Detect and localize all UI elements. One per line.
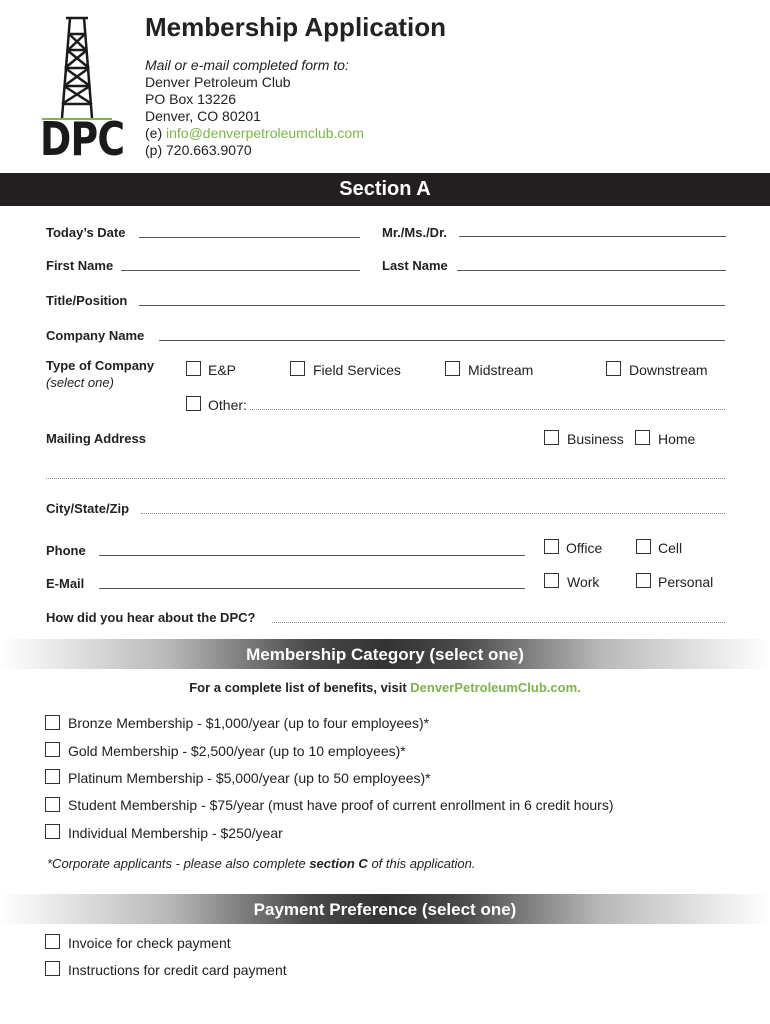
email-field[interactable] [99, 588, 525, 589]
option-invoice: Invoice for check payment [68, 935, 231, 951]
corporate-note [47, 856, 476, 871]
phone-field[interactable] [99, 555, 525, 556]
option-personal: Personal [658, 574, 714, 590]
checkbox-gold[interactable] [45, 742, 60, 757]
po-box: PO Box 13226 [145, 91, 237, 107]
benefits-link[interactable]: DenverPetroleumClub.com. [410, 680, 581, 695]
heard-about-field[interactable] [272, 622, 725, 623]
mailing-address-field[interactable] [46, 478, 725, 479]
title-position-field[interactable] [139, 305, 725, 306]
first-name-label: First Name [46, 258, 114, 273]
email-line [145, 125, 364, 142]
checkbox-individual[interactable] [45, 824, 60, 839]
heard-about-label: How did you hear about the DPC? [46, 610, 256, 625]
option-other: Other: [208, 397, 247, 413]
checkbox-credit-card[interactable] [45, 961, 60, 976]
note-suffix: of this application. [367, 856, 476, 871]
option-midstream: Midstream [468, 362, 534, 378]
option-work: Work [567, 574, 600, 590]
phone-label: Phone [46, 543, 86, 558]
checkbox-ep[interactable] [186, 361, 201, 376]
checkbox-home[interactable] [635, 430, 650, 445]
option-ep: E&P [208, 362, 237, 378]
phone-line: (p) 720.663.9070 [145, 142, 252, 158]
logo-text: DPC [40, 112, 125, 166]
salutation-field[interactable] [459, 236, 726, 237]
payment-title: Payment Preference (select one) [253, 900, 517, 919]
checkbox-business[interactable] [544, 430, 559, 445]
company-name-field[interactable] [159, 340, 725, 341]
city-state-zip-label: City/State/Zip [46, 501, 130, 516]
checkbox-platinum[interactable] [45, 769, 60, 784]
first-name-field[interactable] [121, 270, 360, 271]
option-home: Home [658, 431, 696, 447]
membership-title: Membership Category (select one) [246, 645, 524, 664]
todays-date-label: Today’s Date [46, 225, 126, 240]
select-one-hint: (select one) [46, 375, 114, 390]
option-business: Business [567, 431, 624, 447]
option-bronze: Bronze Membership - $1,000/year (up to four employees)* [68, 715, 430, 731]
benefits-line [0, 680, 770, 695]
option-credit-card: Instructions for credit card payment [68, 962, 287, 978]
note-bold: section C [309, 856, 368, 871]
option-individual: Individual Membership - $250/year [68, 825, 283, 841]
option-office: Office [566, 540, 603, 556]
checkbox-work[interactable] [544, 573, 559, 588]
option-student: Student Membership - $75/year (must have proof of current enrollment in 6 credit hours) [68, 797, 614, 813]
checkbox-field-services[interactable] [290, 361, 305, 376]
checkbox-office[interactable] [544, 539, 559, 554]
checkbox-cell[interactable] [636, 539, 651, 554]
checkbox-personal[interactable] [636, 573, 651, 588]
last-name-field[interactable] [457, 270, 726, 271]
benefits-prefix: For a complete list of benefits, visit [189, 680, 411, 695]
page-title: Membership Application [145, 12, 446, 42]
todays-date-field[interactable] [139, 237, 360, 238]
salutation-label: Mr./Ms./Dr. [382, 225, 448, 240]
option-platinum: Platinum Membership - $5,000/year (up to 50 employees)* [68, 770, 431, 786]
checkbox-bronze[interactable] [45, 715, 60, 730]
company-type-label: Type of Company [46, 358, 155, 373]
option-field-services: Field Services [313, 362, 401, 378]
email-link[interactable]: info@denverpetroleumclub.com [166, 125, 364, 141]
org-name: Denver Petroleum Club [145, 74, 291, 90]
derrick-logo-icon [40, 14, 114, 124]
other-field[interactable] [250, 409, 725, 410]
checkbox-other[interactable] [186, 396, 201, 411]
checkbox-student[interactable] [45, 797, 60, 812]
section-a-header: Section A [0, 173, 770, 206]
checkbox-midstream[interactable] [445, 361, 460, 376]
last-name-label: Last Name [382, 258, 448, 273]
checkbox-downstream[interactable] [606, 361, 621, 376]
title-position-label: Title/Position [46, 293, 128, 308]
option-cell: Cell [658, 540, 683, 556]
option-downstream: Downstream [629, 362, 708, 378]
mailing-address-label: Mailing Address [46, 431, 146, 446]
mail-instruction: Mail or e-mail completed form to: [145, 57, 349, 73]
email-label: E-Mail [46, 576, 85, 591]
city-line: Denver, CO 80201 [145, 108, 261, 124]
email-prefix: (e) [145, 125, 166, 141]
company-name-label: Company Name [46, 328, 145, 343]
note-prefix: *Corporate applicants - please also complete [47, 856, 310, 871]
city-state-zip-field[interactable] [141, 513, 725, 514]
checkbox-invoice[interactable] [45, 934, 60, 949]
option-gold: Gold Membership - $2,500/year (up to 10 employees)* [68, 743, 406, 759]
